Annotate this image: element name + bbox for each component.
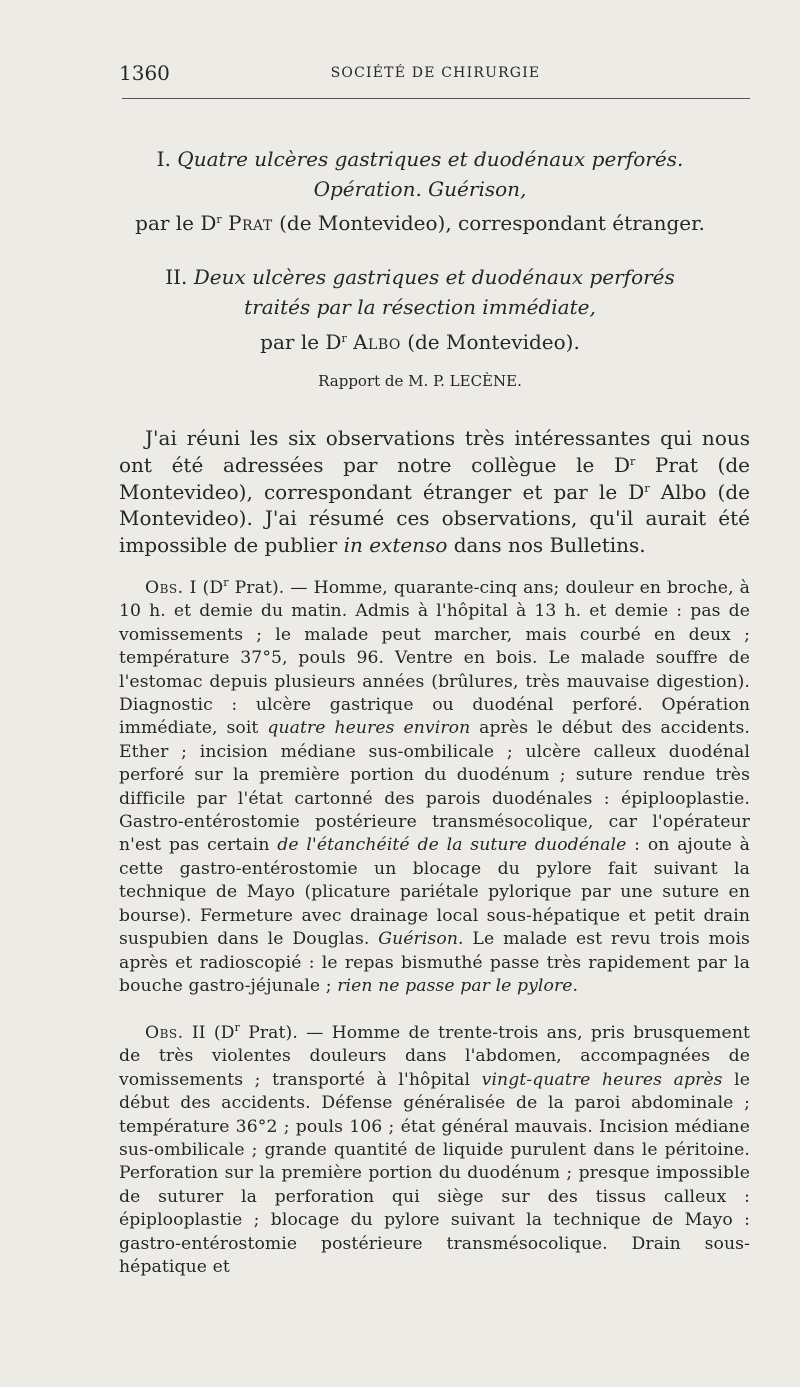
title-2-byline: par le $D^r$ Albo (de Montevideo).	[260, 330, 580, 354]
title-2-line-1	[100, 262, 740, 292]
title-1-line-2: Opération. Guérison,	[313, 177, 527, 201]
author-prat: Prat	[228, 211, 273, 235]
title-1-line-1	[100, 144, 740, 174]
obs-1-label: Obs.	[145, 578, 184, 598]
running-header	[119, 61, 752, 85]
intro-paragraph: J'ai réuni les six observations très intéressantes qui nous ont été adressées par notre collègue le $D^r$ Prat (de Montevideo), correspondant étranger et par le $D^r$ Albo (de Montevideo). J'ai résumé ces observations, qu'il aurait été impossible de publier in extenso dans nos Bulletins.	[119, 426, 750, 558]
page-number: 1360	[119, 61, 170, 85]
author-albo: Albo	[353, 330, 401, 354]
article-title-2	[100, 262, 740, 322]
observation-1: Obs. I ($D^r$ Prat). — Homme, quarante-cinq ans; douleur en broche, à 10 h. et demie du matin. Admis à l'hôpital à 13 h. et demie : pas de vomissements ; le malade peut marcher, mais courbé en deux ; température 37°5, pouls 96. Ventre en bois. Le malade souffre de l'estomac depuis plusieurs années (brûlures, très mauvaise digestion). Diagnostic : ulcère gastrique ou duodénal perforé. Opération immédiate, soit quatre heures environ après le début des accidents. Ether ; incision médiane sus-ombilicale ; ulcère calleux duodénal perforé sur la première portion du duodénum ; suture rendue très difficile par l'état cartonné des parois duodénales : épiplooplastie. Gastro-entérostomie postérieure transmésocolique, car l'opérateur n'est pas certain de l'étanchéité de la suture duodénale : on ajoute à cette gastro-entérostomie un blocage du pylore fait suivant la technique de Mayo (plicature pariétale pylorique par une suture en bourse). Fermeture avec drainage local sous-hépatique et petit drain suspubien dans le Douglas. Guérison. Le malade est revu trois mois après et radioscopié : le repas bismuthé passe très rapidement par la bouche gastro-jéjunale ; rien ne passe par le pylore.	[119, 576, 751, 996]
article-title-1	[100, 144, 740, 204]
title-1-byline: par le $D^r$ Prat (de Montevideo), correspondant étranger.	[135, 211, 705, 235]
title-2-heading: Deux ulcères gastriques et duodénaux perforés	[193, 265, 675, 289]
rapport-line: Rapport de M. P. LECÈNE.	[318, 372, 522, 390]
title-1-number: I.	[156, 147, 171, 171]
title-2-number: II.	[165, 265, 188, 289]
running-title: SOCIÉTÉ DE CHIRURGIE	[330, 65, 541, 81]
title-2-line-2: traités par la résection immédiate,	[244, 295, 596, 319]
observation-2: Obs. II ($D^r$ Prat). — Homme de trente-trois ans, pris brusquement de très violentes douleurs dans l'abdomen, accompagnées de vomissements ; transporté à l'hôpital vingt-quatre heures après le début des accidents. Défense généralisée de la paroi abdominale ; température 36°2 ; pouls 106 ; état général mauvais. Incision médiane sus-ombilicale ; grande quantité de liquide purulent dans le péritoine. Perforation sur la première portion du duodénum ; presque impossible de suturer la perforation qui siège sur des tissus calleux : épiplooplastie ; blocage du pylore suivant la technique de Mayo : gastro-entérostomie postérieure transmésocolique. Drain sous-hépatique et	[119, 1021, 751, 1278]
obs-2-label: Obs.	[145, 1023, 184, 1043]
header-rule	[122, 98, 750, 99]
title-1-heading: Quatre ulcères gastriques et duodénaux perforés.	[177, 147, 684, 171]
